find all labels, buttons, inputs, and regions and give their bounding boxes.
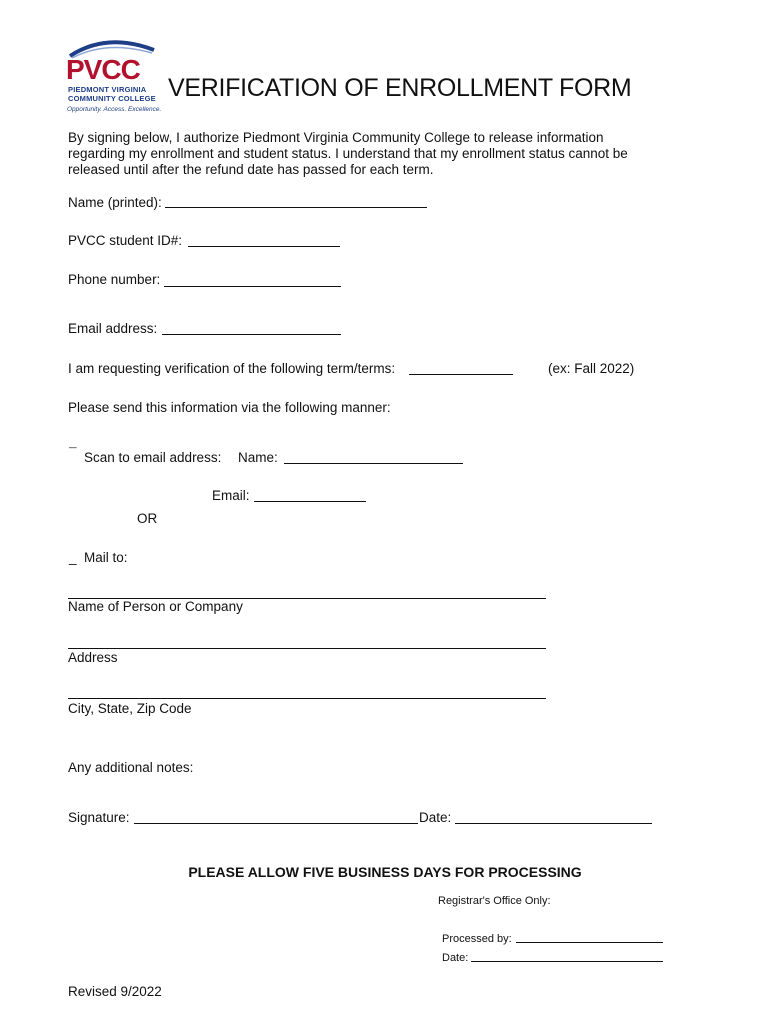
pvcc-logo: [62, 36, 162, 120]
intro-paragraph: [68, 130, 688, 178]
scan-label: Scan to email address:: [84, 450, 222, 465]
form-title: VERIFICATION OF ENROLLMENT FORM: [168, 74, 632, 102]
scan-name-field[interactable]: [284, 463, 463, 464]
processing-notice: PLEASE ALLOW FIVE BUSINESS DAYS FOR PROCESSING: [188, 864, 582, 880]
logo-line-1: PIEDMONT VIRGINIA: [68, 85, 147, 94]
or-label: OR: [137, 511, 158, 526]
mail-address-field[interactable]: [68, 648, 546, 649]
send-manner-label: Please send this information via the following manner:: [68, 400, 391, 415]
office-title: Registrar's Office Only:: [438, 895, 551, 907]
logo-tagline: Opportunity. Access. Excellence.: [67, 106, 162, 113]
intro-line-2: regarding my enrollment and student status. I understand that my enrollment status cannot be: [68, 146, 628, 161]
mail-checkbox[interactable]: _: [69, 550, 77, 565]
email-label: Email address:: [68, 321, 158, 336]
phone-label: Phone number:: [68, 272, 161, 287]
signature-label: Signature:: [68, 810, 130, 825]
signature-field[interactable]: [134, 823, 418, 824]
logo-line-2: COMMUNITY COLLEGE: [68, 94, 156, 103]
student-id-field[interactable]: [188, 246, 340, 247]
intro-line-3: released until after the refund date has passed for each term.: [68, 162, 434, 177]
mail-address-label: Address: [68, 650, 118, 665]
logo-brand: PVCC: [66, 54, 140, 85]
mail-city-label: City, State, Zip Code: [68, 701, 192, 716]
name-label: Name (printed):: [68, 195, 162, 210]
notes-label: Any additional notes:: [68, 760, 194, 775]
term-field[interactable]: [409, 374, 513, 375]
revised-date: Revised 9/2022: [68, 984, 162, 999]
scan-email-label: Email:: [212, 488, 250, 503]
date-label: Date:: [419, 810, 452, 825]
processed-by-label: Processed by:: [442, 933, 512, 945]
mail-label: Mail to:: [84, 550, 128, 565]
date-field[interactable]: [455, 823, 652, 824]
intro-line-1: By signing below, I authorize Piedmont Virginia Community College to release information: [68, 130, 604, 145]
term-example: (ex: Fall 2022): [548, 361, 635, 376]
mail-city-field[interactable]: [68, 698, 546, 699]
scan-name-label: Name:: [238, 450, 278, 465]
phone-field[interactable]: [164, 286, 341, 287]
student-id-label: PVCC student ID#:: [68, 233, 183, 248]
office-date-label: Date:: [442, 952, 469, 964]
name-field[interactable]: [165, 207, 427, 208]
term-label: I am requesting verification of the following term/terms:: [68, 361, 396, 376]
scan-email-field[interactable]: [254, 501, 366, 502]
mail-name-label: Name of Person or Company: [68, 599, 243, 614]
email-field[interactable]: [162, 334, 341, 335]
scan-checkbox[interactable]: ¯: [69, 446, 77, 461]
office-date-field[interactable]: [471, 961, 663, 962]
processed-by-field[interactable]: [516, 942, 663, 943]
